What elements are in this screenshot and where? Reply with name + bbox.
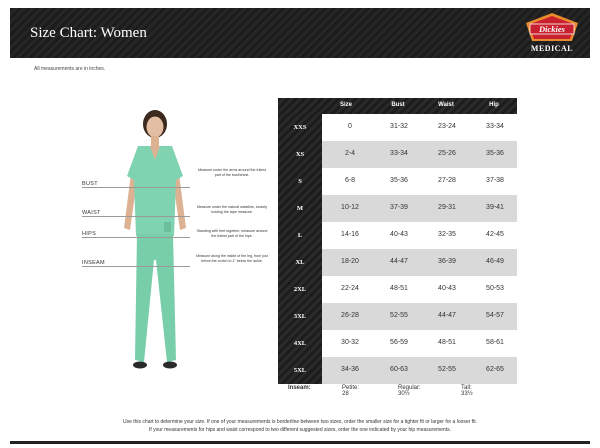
cell-size: 0 bbox=[348, 123, 352, 130]
cell-bust: 48-51 bbox=[390, 285, 408, 292]
desc-inseam: Measure along the inside of the leg, from just below the crotch to 1" below the ankle. bbox=[196, 254, 268, 263]
cell-waist: 27-28 bbox=[438, 177, 456, 184]
desc-waist: Measure under the natural waistline, loosely holding the tape measure. bbox=[196, 205, 268, 214]
cell-hip: 39-41 bbox=[486, 204, 504, 211]
cell-hip: 54-57 bbox=[486, 312, 504, 319]
woman-in-scrubs-illustration bbox=[110, 110, 200, 400]
col-header-size: Size bbox=[339, 102, 352, 108]
cell-hip: 50-53 bbox=[486, 285, 504, 292]
waist-line bbox=[82, 216, 190, 217]
cell-waist: 25-26 bbox=[438, 150, 456, 157]
cell-bust: 37-39 bbox=[390, 204, 408, 211]
size-label: M bbox=[296, 205, 304, 212]
cell-hip: 37-38 bbox=[486, 177, 504, 184]
cell-hip: 42-45 bbox=[486, 231, 504, 238]
cell-size: 22-24 bbox=[341, 285, 359, 292]
cell-bust: 60-63 bbox=[390, 366, 408, 373]
size-label: 3XL bbox=[293, 313, 307, 320]
size-label: S bbox=[298, 178, 302, 185]
cell-hip: 46-49 bbox=[486, 258, 504, 265]
cell-size: 34-36 bbox=[341, 366, 359, 373]
size-label: 2XL bbox=[293, 286, 307, 293]
cell-bust: 33-34 bbox=[390, 150, 408, 157]
measurement-note: All measurements are in inches. bbox=[34, 66, 106, 72]
logo-text: Dickies bbox=[539, 24, 565, 34]
cell-bust: 40-43 bbox=[390, 231, 408, 238]
desc-hips: Standing with feet together, measure around the fullest part of the hips. bbox=[196, 229, 268, 238]
cell-waist: 23-24 bbox=[438, 123, 456, 130]
label-hips: HIPS bbox=[82, 231, 97, 237]
cell-hip: 35-36 bbox=[486, 150, 504, 157]
size-label: XS bbox=[295, 151, 305, 158]
bottom-rule bbox=[10, 441, 590, 444]
col-header-waist: Waist bbox=[438, 102, 454, 108]
cell-size: 6-8 bbox=[344, 177, 356, 184]
cell-size: 18-20 bbox=[341, 258, 359, 265]
cell-hip: 33-34 bbox=[486, 123, 504, 130]
cell-hip: 58-61 bbox=[486, 339, 504, 346]
cell-waist: 48-51 bbox=[438, 339, 456, 346]
cell-waist: 44-47 bbox=[438, 312, 456, 319]
size-label: 5XL bbox=[293, 367, 307, 374]
hips-line bbox=[82, 237, 190, 238]
inseam-label: Inseam: bbox=[288, 385, 311, 391]
label-bust: BUST bbox=[82, 181, 98, 187]
inseam-regular: Regular: 30½ bbox=[398, 385, 421, 397]
col-header-bust: Bust bbox=[391, 102, 405, 108]
cell-waist: 52-55 bbox=[438, 366, 456, 373]
size-label: XL bbox=[295, 259, 305, 266]
cell-waist: 40-43 bbox=[438, 285, 456, 292]
inseam-line bbox=[82, 266, 190, 267]
inseam-tall: Tall: 33½ bbox=[461, 385, 473, 397]
label-waist: WAIST bbox=[82, 210, 101, 216]
page-title: Size Chart: Women bbox=[30, 25, 147, 41]
cell-waist: 32-35 bbox=[438, 231, 456, 238]
cell-size: 14-16 bbox=[341, 231, 359, 238]
cell-bust: 35-36 bbox=[390, 177, 408, 184]
cell-size: 26-28 bbox=[341, 312, 359, 319]
cell-bust: 44-47 bbox=[390, 258, 408, 265]
cell-waist: 36-39 bbox=[438, 258, 456, 265]
cell-size: 30-32 bbox=[341, 339, 359, 346]
model-figure bbox=[110, 110, 200, 400]
cell-waist: 29-31 bbox=[438, 204, 456, 211]
col-header-hip: Hip bbox=[489, 102, 499, 108]
dickies-logo-icon bbox=[520, 12, 584, 46]
cell-bust: 31-32 bbox=[390, 123, 408, 130]
brand-subtitle: MEDICAL bbox=[530, 44, 574, 53]
cell-size: 2-4 bbox=[344, 150, 356, 157]
label-inseam: INSEAM bbox=[82, 260, 105, 266]
size-label: L bbox=[297, 232, 303, 239]
cell-hip: 62-65 bbox=[486, 366, 504, 373]
table-header bbox=[278, 98, 517, 114]
inseam-petite: Petite: 28 bbox=[342, 385, 360, 397]
cell-bust: 56-59 bbox=[390, 339, 408, 346]
footer-line-1: Use this chart to determine your size. If one of your measurements is borderline between two sizes, order the smaller size for a tighter fit or larger for a looser fit. bbox=[122, 419, 478, 425]
dickies-logo bbox=[520, 12, 584, 56]
bust-line bbox=[82, 187, 190, 188]
header-bar bbox=[10, 8, 590, 58]
footer-line-2: If your measurements for hips and waist correspond to two different suggested sizes, order the one indicated by your hip measurements. bbox=[148, 427, 451, 433]
cell-size: 10-12 bbox=[341, 204, 359, 211]
cell-bust: 52-55 bbox=[390, 312, 408, 319]
size-label: 4XL bbox=[293, 340, 307, 347]
size-label: XXS bbox=[293, 124, 307, 131]
desc-bust: Measure under the arms around the fullest part of the bust/chest. bbox=[198, 168, 266, 177]
